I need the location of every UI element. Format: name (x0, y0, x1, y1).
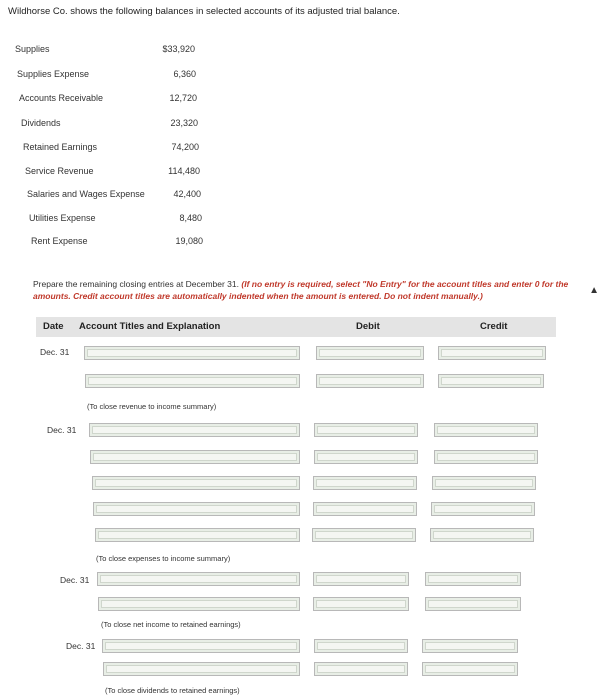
balance-value: 8,480 (179, 213, 202, 223)
balance-value: 74,200 (171, 142, 199, 152)
debit-input[interactable] (312, 528, 416, 542)
balance-name: Dividends (21, 118, 61, 128)
credit-input[interactable] (422, 662, 518, 676)
header-account: Account Titles and Explanation (79, 321, 221, 332)
header-credit: Credit (480, 321, 508, 332)
credit-input[interactable] (434, 423, 538, 437)
instructions-lead: Prepare the remaining closing entries at December 31. (33, 279, 239, 289)
credit-input[interactable] (430, 528, 534, 542)
journal-table-header (36, 317, 556, 337)
account-title-input[interactable] (102, 639, 300, 653)
header-debit: Debit (356, 321, 380, 332)
debit-input[interactable] (313, 502, 417, 516)
balance-name: Accounts Receivable (19, 93, 104, 103)
entry-date: Dec. 31 (66, 641, 96, 651)
balance-name: Service Revenue (25, 166, 94, 176)
debit-input[interactable] (316, 374, 424, 388)
header-date: Date (43, 321, 64, 332)
balance-name: Utilities Expense (29, 213, 96, 223)
credit-input[interactable] (438, 346, 546, 360)
balance-name: Supplies (15, 44, 50, 54)
debit-input[interactable] (314, 423, 418, 437)
balance-value: 6,360 (173, 69, 196, 79)
account-title-input[interactable] (90, 450, 300, 464)
entry-date: Dec. 31 (60, 575, 90, 585)
balance-value: 23,320 (170, 118, 198, 128)
credit-input[interactable] (431, 502, 535, 516)
debit-input[interactable] (313, 597, 409, 611)
problem-intro: Wildhorse Co. shows the following balances in selected accounts of its adjusted trial balance. (8, 6, 400, 17)
entry-note: (To close net income to retained earnings) (101, 620, 241, 629)
account-title-input[interactable] (98, 597, 300, 611)
debit-input[interactable] (313, 476, 417, 490)
debit-input[interactable] (313, 572, 409, 586)
debit-input[interactable] (314, 639, 408, 653)
balance-name: Salaries and Wages Expense (27, 189, 145, 199)
debit-input[interactable] (314, 662, 408, 676)
debit-input[interactable] (316, 346, 424, 360)
account-title-input[interactable] (92, 476, 300, 490)
credit-input[interactable] (434, 450, 538, 464)
entry-date: Dec. 31 (47, 425, 77, 435)
balance-value: 42,400 (173, 189, 201, 199)
account-title-input[interactable] (103, 662, 300, 676)
balance-name: Supplies Expense (17, 69, 90, 79)
balance-name: Retained Earnings (23, 142, 98, 152)
credit-input[interactable] (432, 476, 536, 490)
account-title-input[interactable] (95, 528, 300, 542)
balance-name: Rent Expense (31, 236, 88, 246)
account-title-input[interactable] (89, 423, 300, 437)
account-title-input[interactable] (97, 572, 300, 586)
account-title-input[interactable] (85, 374, 300, 388)
balance-value: 12,720 (169, 93, 197, 103)
credit-input[interactable] (438, 374, 544, 388)
credit-input[interactable] (425, 597, 521, 611)
balance-value: 19,080 (175, 236, 203, 246)
credit-input[interactable] (422, 639, 518, 653)
entry-note: (To close revenue to income summary) (87, 402, 217, 411)
balance-value: $33,920 (162, 44, 195, 54)
instructions (33, 278, 573, 302)
entry-note: (To close expenses to income summary) (96, 554, 231, 563)
instructions-emphasis: (If no entry is required, select "No Entry" for the account titles and enter 0 for the amounts. Credit account titles are automatically indented when the amount is entered. Do not indent manually.) (33, 279, 569, 301)
account-title-input[interactable] (84, 346, 300, 360)
entry-date: Dec. 31 (40, 347, 70, 357)
up-arrow-icon: ▲ (589, 285, 599, 296)
credit-input[interactable] (425, 572, 521, 586)
entry-note: (To close dividends to retained earnings) (105, 686, 240, 695)
debit-input[interactable] (314, 450, 418, 464)
balance-value: 114,480 (168, 166, 200, 176)
account-title-input[interactable] (93, 502, 300, 516)
